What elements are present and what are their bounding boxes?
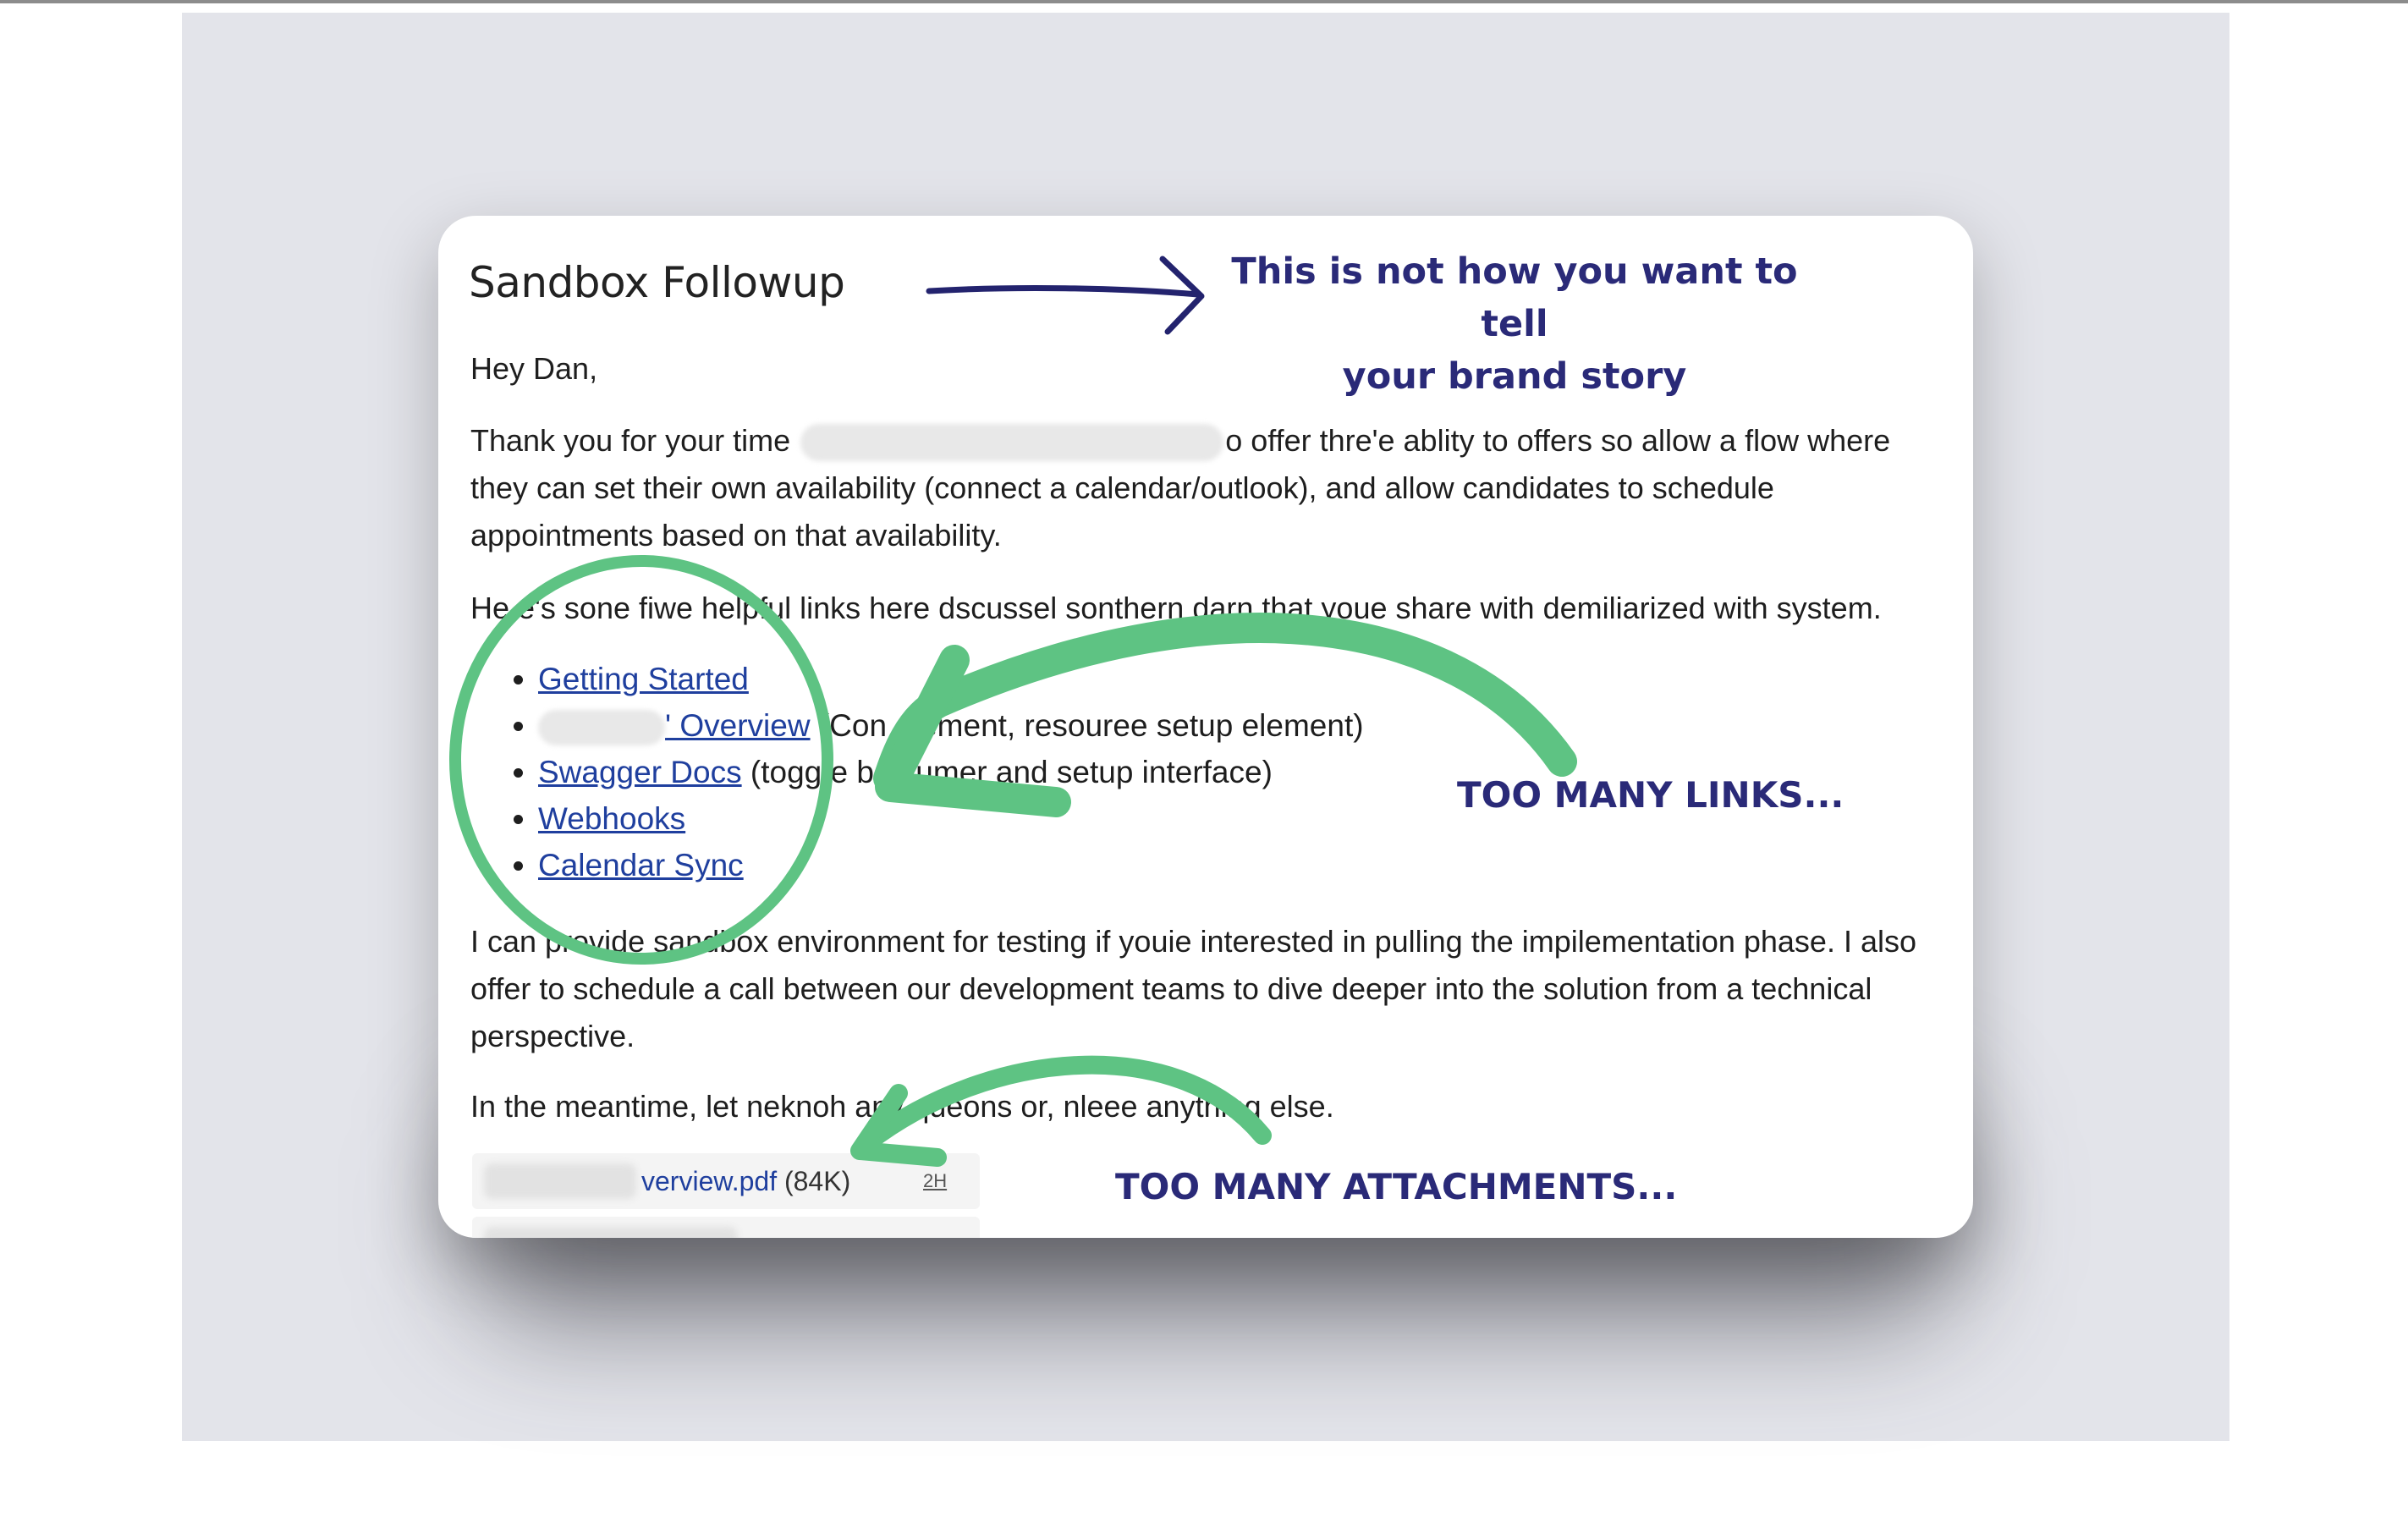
link-overview-description: (Con element, resouree setup element) [810,708,1364,743]
attachment-size: (84K) [783,1166,851,1196]
paragraph-1-start: Thank you for your time [470,423,791,458]
email-paragraph-2: He e's sone fiwe helpful links here dscussel sonthern darn that youe share with demiliarized with system. [470,591,1882,625]
brand-story-annotation: This is not how you want to tell your brand story [1231,250,1798,398]
link-calendar-sync[interactable]: Calendar Sync [538,848,744,882]
curved-arrow-icon [888,628,1562,778]
too-many-attachments-annotation: TOO MANY ATTACHMENTS... [1115,1166,1678,1207]
curved-arrow-icon [868,1065,1262,1142]
email-subject: Sandbox Followup [469,258,845,307]
arrow-right-icon [929,289,1198,294]
email-paragraph-3: I can provide sandbox environment for testing if youie interested in pulling the impilementation phase. I also offer to schedule a call between our development teams to dive deeper into the solution from a technical perspective. [470,924,1916,1053]
attachment-action[interactable]: 2H [923,1170,948,1191]
too-many-links-annotation: TOO MANY LINKS... [1457,774,1844,816]
link-getting-started[interactable]: Getting Started [538,662,749,696]
link-overview[interactable]: ' Overview [665,708,811,743]
link-swagger-docs[interactable]: Swagger Docs [538,755,742,789]
email-paragraph-4: In the meantime, let neknoh any quėons or, nleee anything else. [470,1089,1334,1124]
paragraph-1-rest: o offer thre'e ablity to offers so allow a flow where they can set their own availability (connect a calendar/outlook), and allow candidates to schedule appointments based on that availability. [470,423,1891,553]
link-swagger-description: (togg e b nsumer and setup interface) [741,755,1273,789]
link-webhooks[interactable]: Webhooks [538,801,686,836]
attachment-filename: verview.pdf (84K) [641,1166,851,1196]
highlight-circle [455,561,827,959]
email-greeting: Hey Dan, [470,351,598,386]
